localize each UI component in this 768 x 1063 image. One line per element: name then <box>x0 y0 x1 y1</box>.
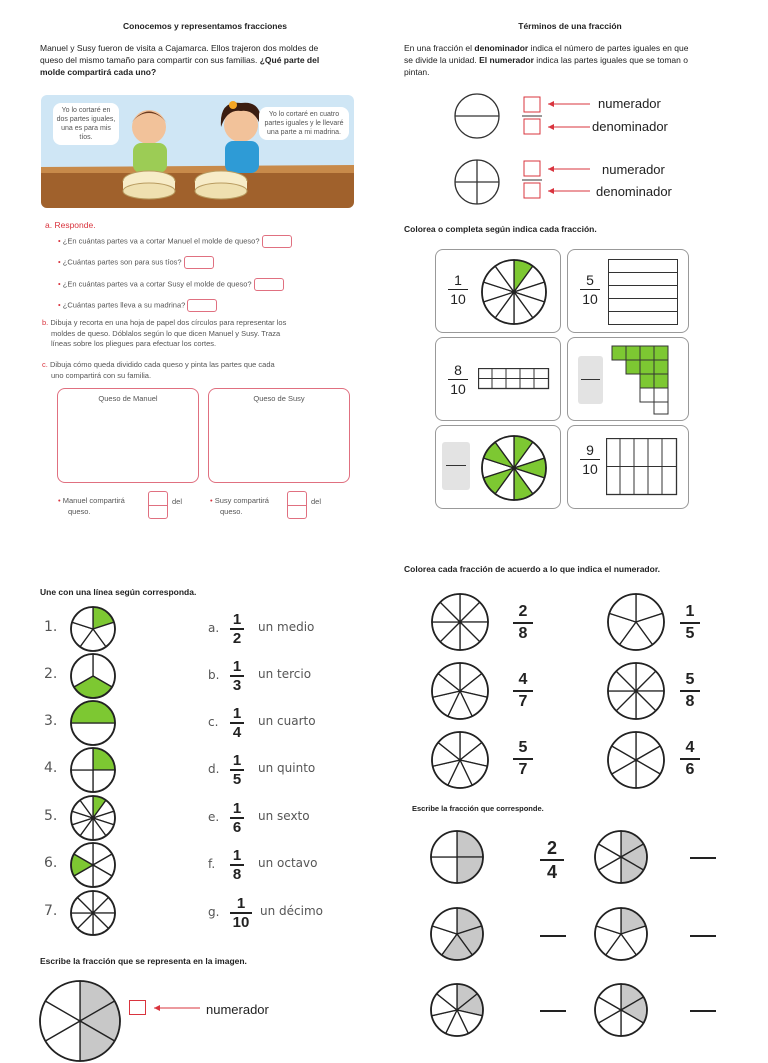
colorea-wheel-7a[interactable] <box>430 661 490 721</box>
strip-10[interactable] <box>478 368 550 390</box>
match-number-2: 2. <box>44 666 58 682</box>
question-3: • ¿En cuántas partes va a cortar Susy el molde de queso? <box>58 278 284 291</box>
box-queso-manuel[interactable] <box>57 388 199 483</box>
card-1-fraction: 1 10 <box>448 272 468 307</box>
write-wheel-6b <box>593 982 649 1038</box>
colorea-title: Colorea o completa según indica cada fracción. <box>404 224 597 234</box>
bubble-susy: Yo lo cortaré en cuatro partes iguales y le llevaré una parte a mi madrina. <box>259 107 349 140</box>
numerador-box[interactable] <box>129 1000 146 1015</box>
intro-line-1: Manuel y Susy fueron de visita a Cajamarca. Ellos trajeron dos moldes de <box>40 43 319 53</box>
intro-text <box>40 42 370 78</box>
option-letter: b. <box>208 668 220 682</box>
match-wheel-6[interactable] <box>69 841 117 889</box>
option-word: un décimo <box>260 904 323 918</box>
answer-line-3[interactable] <box>690 935 716 937</box>
option-fraction: 1 2 <box>230 612 244 646</box>
card-6-fraction: 9 10 <box>580 442 600 477</box>
option-letter: a. <box>208 621 220 635</box>
stair-grid[interactable] <box>610 344 676 416</box>
question-4: • ¿Cuántas partes lleva a su madrina? <box>58 299 217 312</box>
susy-fraction-box[interactable] <box>287 491 307 519</box>
label-denominador-1: denominador <box>592 119 668 134</box>
answer-line-4[interactable] <box>540 1010 566 1012</box>
card-2-fraction: 5 10 <box>580 272 600 307</box>
wheel-10-1[interactable] <box>478 256 550 328</box>
colorea-frac-4-6: 4 6 <box>680 739 700 779</box>
option-fraction: 1 8 <box>230 848 244 882</box>
card-5-10[interactable] <box>567 249 689 333</box>
match-wheel-7[interactable] <box>69 889 117 937</box>
section-a-heading: a. Responde. <box>45 220 96 230</box>
bubble-manuel: Yo lo cortaré en dos partes iguales, una es para mis tíos. <box>53 103 119 145</box>
une-title: Une con una línea según corresponda. <box>40 587 197 597</box>
match-number-1: 1. <box>44 619 58 635</box>
match-wheel-5[interactable] <box>69 794 117 842</box>
grid-2x5[interactable] <box>606 438 678 496</box>
write-wheel-6a <box>593 829 649 885</box>
blank-fraction-2-bar <box>446 465 466 466</box>
terminos-text: En una fracción el denominador indica el número de partes iguales en que se divide la unidad. El numerador indica las partes iguales que se toman o pintan. <box>404 43 689 77</box>
colorea-wheel-8b[interactable] <box>606 661 666 721</box>
option-letter: e. <box>208 810 220 824</box>
write-wheel-5b <box>593 906 649 962</box>
manuel-share: • Manuel compartirá queso. <box>58 496 125 516</box>
susy-share: • Susy compartirá queso. <box>210 496 269 516</box>
answer-line-5[interactable] <box>690 1010 716 1012</box>
wheel-10-5[interactable] <box>478 432 550 504</box>
answer-box-4[interactable] <box>187 299 217 312</box>
question-2: • ¿Cuántas partes son para sus tíos? <box>58 256 214 269</box>
write-wheel-7 <box>429 982 485 1038</box>
answer-box-1[interactable] <box>262 235 292 248</box>
option-word: un medio <box>258 620 315 634</box>
children-illustration <box>41 95 354 208</box>
wheel-slice[interactable] <box>71 701 115 723</box>
match-number-3: 3. <box>44 713 58 729</box>
option-fraction: 1 5 <box>230 753 244 787</box>
numerador-arrow <box>152 1003 202 1013</box>
colorea-wheel-5[interactable] <box>606 592 666 652</box>
colorea-frac-1-5: 1 5 <box>680 603 700 643</box>
card-9-10[interactable] <box>567 425 689 509</box>
match-number-7: 7. <box>44 903 58 919</box>
title-terminos: Términos de una fracción <box>518 21 622 31</box>
label-numerador-1: numerador <box>598 96 661 111</box>
manuel-del: del <box>172 497 183 506</box>
option-letter: f. <box>208 857 216 871</box>
question-1: • ¿En cuántas partes va a cortar Manuel el molde de queso? <box>58 235 292 248</box>
label-denominador-2: denominador <box>596 184 672 199</box>
answer-box-3[interactable] <box>254 278 284 291</box>
option-word: un cuarto <box>258 714 316 728</box>
option-letter: d. <box>208 762 220 776</box>
susy-del: del <box>311 497 322 506</box>
option-word: un octavo <box>258 856 318 870</box>
card-wheel-blank[interactable] <box>435 425 561 509</box>
wheel-slice[interactable] <box>71 723 115 745</box>
escribe-title: Escribe la fracción que se representa en la imagen. <box>40 956 247 966</box>
bottom-numerador-label: numerador <box>206 1002 269 1017</box>
option-fraction: 1 10 <box>230 896 252 930</box>
write-wheel-4 <box>429 829 485 885</box>
answer-line-1[interactable] <box>690 857 716 859</box>
colorea-frac-5-8: 5 8 <box>680 671 700 711</box>
bottom-wheel-6 <box>38 979 122 1063</box>
card-1-10[interactable] <box>435 249 561 333</box>
example-fraction-2-4: 2 4 <box>540 838 564 882</box>
section-c: c. Dibuja cómo queda dividido cada queso y pinta las partes que cada uno compartirá con su familia. <box>42 360 275 380</box>
card-8-10[interactable] <box>435 337 561 421</box>
colorea-frac-4-7: 4 7 <box>513 671 533 711</box>
colorea-frac-2-8: 2 8 <box>513 603 533 643</box>
match-number-6: 6. <box>44 855 58 871</box>
blank-fraction-1-bar <box>581 379 600 380</box>
option-word: un quinto <box>258 761 316 775</box>
match-number-4: 4. <box>44 760 58 776</box>
colorea-cada-title: Colorea cada fracción de acuerdo a lo que indica el numerador. <box>404 564 661 574</box>
answer-box-2[interactable] <box>184 256 214 269</box>
option-fraction: 1 3 <box>230 659 244 693</box>
option-letter: c. <box>208 715 219 729</box>
escribe-corresponde-title: Escribe la fracción que corresponde. <box>412 804 544 813</box>
match-wheel-3[interactable] <box>69 699 117 747</box>
label-numerador-2: numerador <box>602 162 665 177</box>
answer-line-2[interactable] <box>540 935 566 937</box>
colorea-wheel-8[interactable] <box>430 592 490 652</box>
match-wheel-1[interactable] <box>69 605 117 653</box>
match-wheel-4[interactable] <box>69 746 117 794</box>
colorea-frac-5-7: 5 7 <box>513 739 533 779</box>
card-3-fraction: 8 10 <box>448 362 468 397</box>
grid-10-rows[interactable] <box>608 259 678 325</box>
option-word: un tercio <box>258 667 312 681</box>
title-conocemos: Conocemos y representamos fracciones <box>123 21 287 31</box>
write-wheel-5a <box>429 906 485 962</box>
card-stair[interactable] <box>567 337 689 421</box>
match-number-5: 5. <box>44 808 58 824</box>
box-queso-susy[interactable] <box>208 388 350 483</box>
option-fraction: 1 4 <box>230 706 244 740</box>
manuel-fraction-box[interactable] <box>148 491 168 519</box>
intro-line-2: queso del mismo tamaño para compartir con sus familias. ¿Qué parte del <box>40 55 320 65</box>
intro-line-3: molde compartirá cada uno? <box>40 67 157 77</box>
box-queso-manuel-label: Queso de Manuel <box>98 394 158 403</box>
option-letter: g. <box>208 905 220 919</box>
colorea-wheel-6[interactable] <box>606 730 666 790</box>
match-wheel-2[interactable] <box>69 652 117 700</box>
section-b: b. Dibuja y recorta en una hoja de papel dos círculos para representar los moldes de queso. Dóblalos según lo que dicen Manuel y Susy. Traza líneas sobre los pliegues para efectuar los cortes. <box>42 318 287 348</box>
colorea-wheel-7b[interactable] <box>430 730 490 790</box>
option-word: un sexto <box>258 809 310 823</box>
box-queso-susy-label: Queso de Susy <box>253 394 305 403</box>
option-fraction: 1 6 <box>230 801 244 835</box>
